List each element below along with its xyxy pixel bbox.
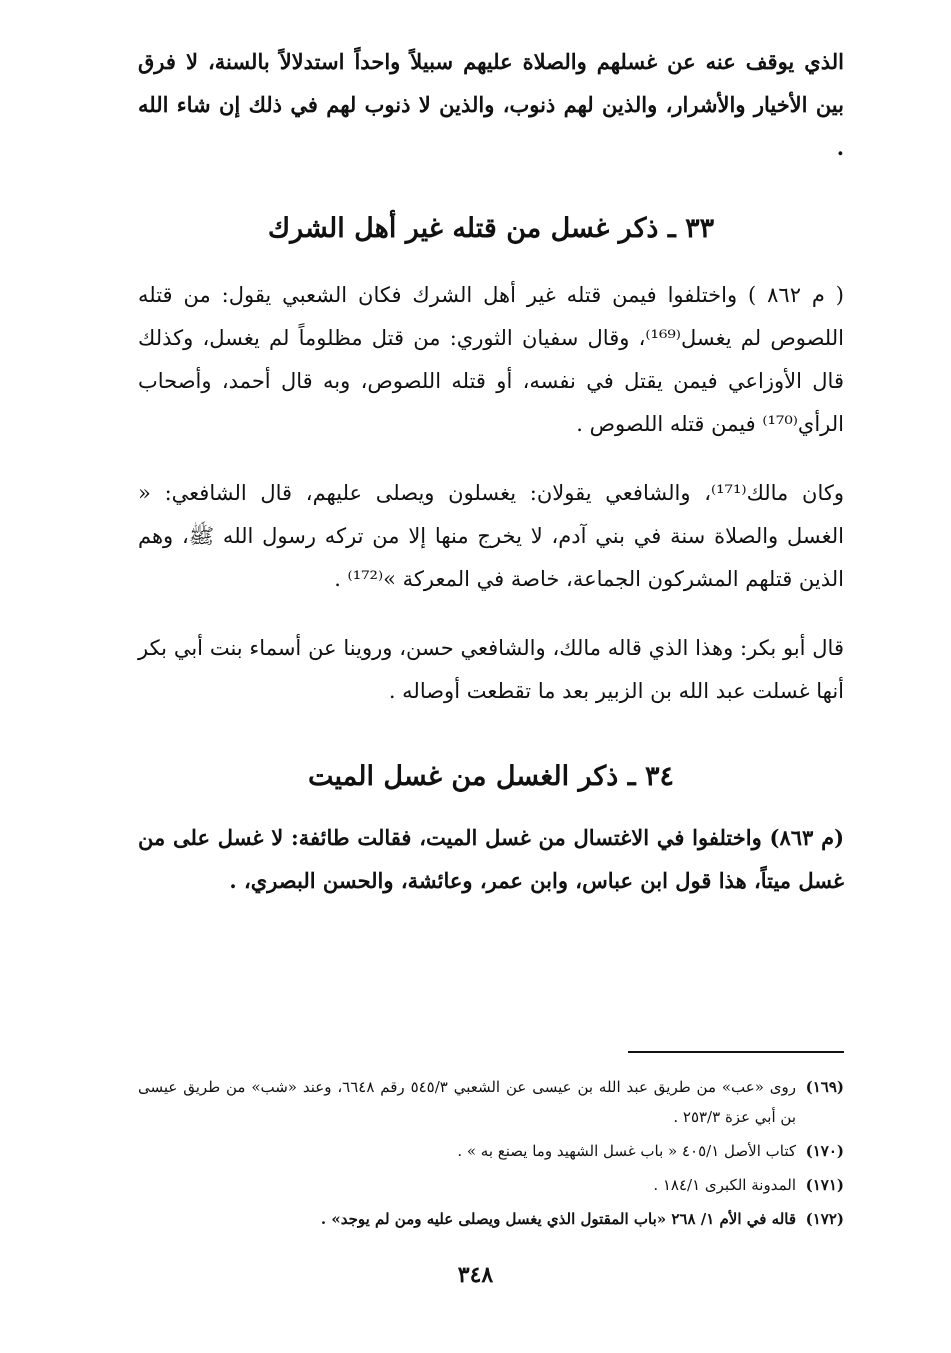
section-34-heading: ٣٤ ـ ذكر الغسل من غسل الميت [307,761,675,792]
section-33-paragraph-3: قال أبو بكر: وهذا الذي قاله مالك، والشافعي حسن، وروينا عن أسماء بنت أبي بكر أنها غسلت عبد الله بن الزبير بعد ما تقطعت أوصاله . [138,636,844,703]
section-33-paragraph-1: ( م ٨٦٢ ) واختلفوا فيمن قتله غير أهل الشرك فكان الشعبي يقول: من قتله اللصوص لم يغسل⁽¹⁶⁹⁾، وقال سفيان الثوري: من قتل مظلوماً لم يغسل، وكذلك قال الأوزاعي فيمن يقتل في نفسه، أو قتله اللصوص، وبه قال أحمد، وأصحاب الرأي⁽¹⁷⁰⁾ فيمن قتله اللصوص . [138,283,845,436]
footnote-number: (١٧٢) [805,1210,844,1228]
section-33-paragraph-2: وكان مالك⁽¹⁷¹⁾، والشافعي يقولان: يغسلون ويصلى عليهم، قال الشافعي: « الغسل والصلاة سنة في بني آدم، لا يخرج منها إلا من تركه رسول الله ﷺ، وهم الذين قتلهم المشركون الجماعة، خاصة في المعركة »⁽¹⁷²⁾ . [138,481,844,591]
footnote-171 [138,1170,844,1200]
footnote-text: كتاب الأصل ٤٠٥/١ « باب غسل الشهيد وما يصنع به » . [457,1142,796,1160]
footnote-number: (١٧٠) [805,1142,844,1160]
footnote-text: روى «عب» من طريق عبد الله بن عيسى عن الشعبي ٥٤٥/٣ رقم ٦٦٤٨، وعند «شب» من طريق عيسى بن أبي عزة ٢٥٣/٣ . [138,1078,796,1126]
footnote-number: (١٧١) [805,1176,844,1194]
footnote-172 [138,1204,844,1234]
footnotes [138,1072,844,1238]
footnote-number: (١٦٩) [805,1078,844,1096]
footnote-170 [138,1136,844,1166]
page-body [138,40,844,902]
footnote-text: قاله في الأم ١/ ٢٦٨ «باب المقتول الذي يغسل ويصلى عليه ومن لم يوجد» . [320,1210,796,1228]
section-34-paragraph-1: (م ٨٦٣) واختلفوا في الاغتسال من غسل الميت، فقالت طائفة: لا غسل على من غسل ميتاً، هذا قول ابن عباس، وابن عمر، وعائشة، والحسن البصري، . [138,825,845,893]
intro-paragraph: الذي يوقف عنه عن غسلهم والصلاة عليهم سبيلاً واحداً استدلالاً بالسنة، لا فرق بين الأخيار والأشرار، والذين لهم ذنوب، والذين لا ذنوب لهم في ذلك إن شاء الله . [138,49,844,160]
footnote-169 [138,1072,844,1132]
footnote-text: المدونة الكبرى ١٨٤/١ . [653,1176,796,1194]
footnote-separator [628,1051,844,1053]
section-33-heading: ٣٣ ـ ذكر غسل من قتله غير أهل الشرك [267,213,715,244]
page-number: ٣٤٨ [457,1262,494,1288]
